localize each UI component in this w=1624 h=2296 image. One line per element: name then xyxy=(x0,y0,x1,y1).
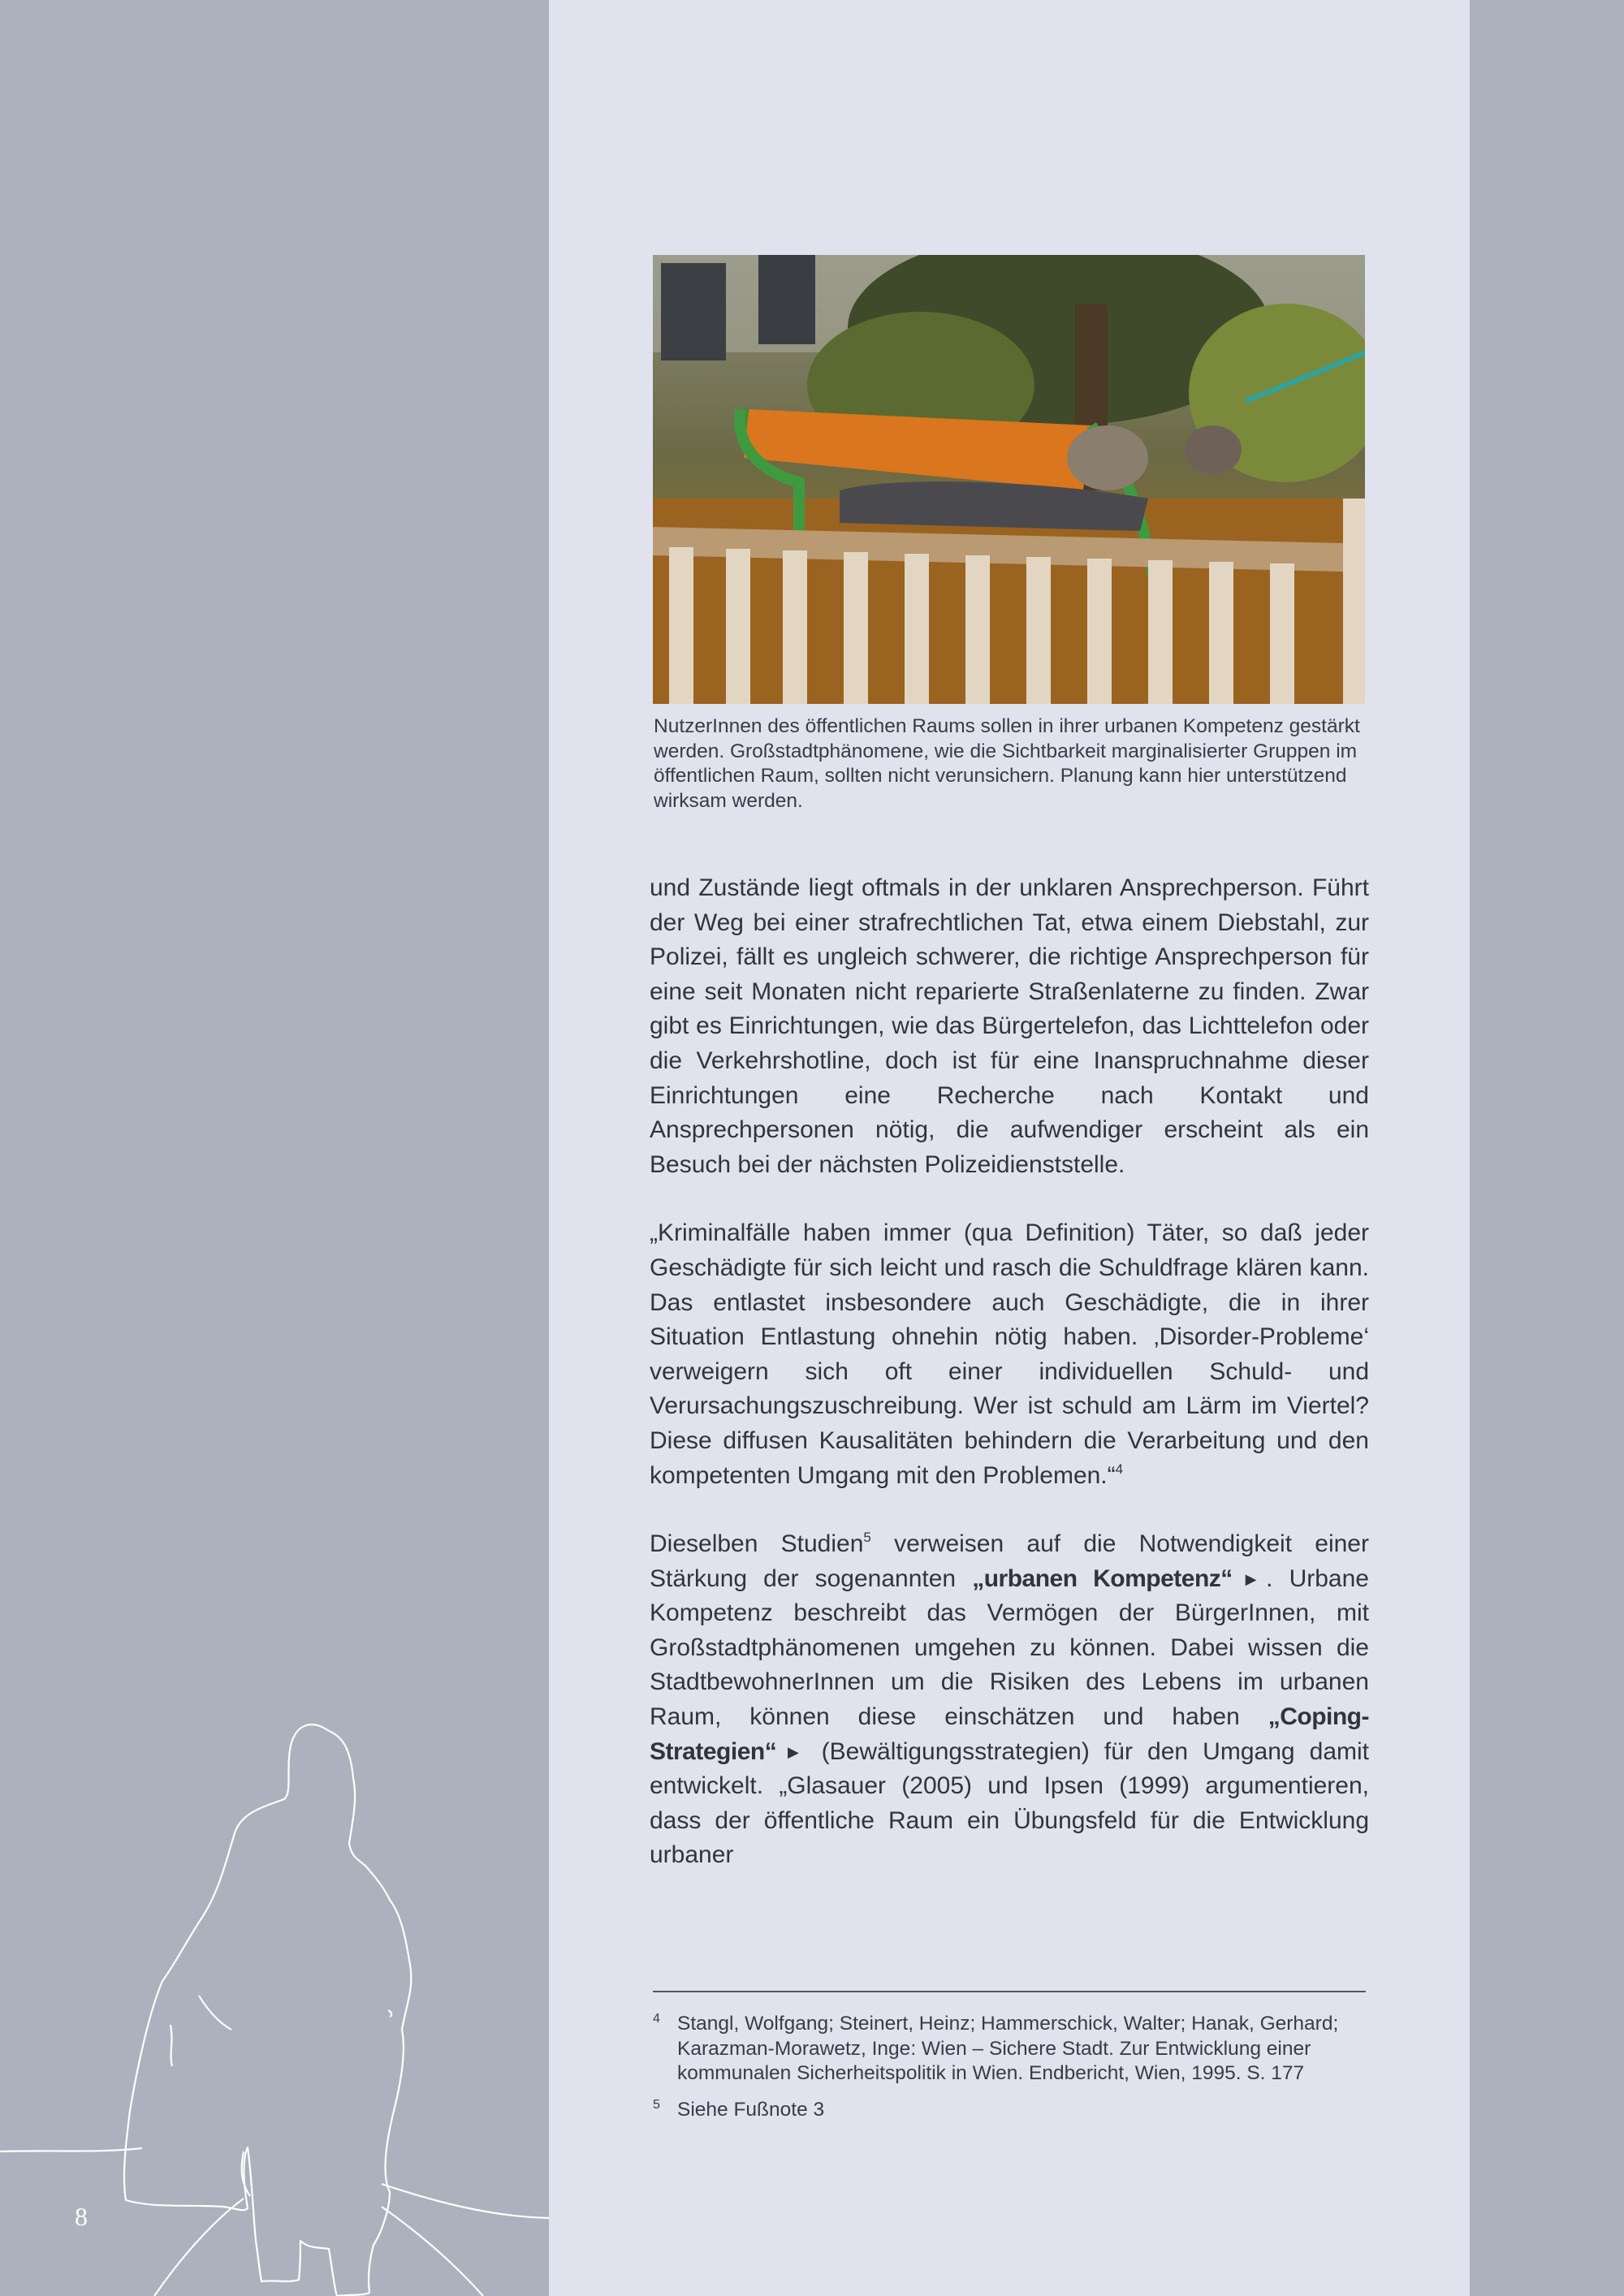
paragraph-3 xyxy=(650,1527,1369,1873)
glossary-term-urbane-kompetenz[interactable]: „urbanen Kompetenz“ xyxy=(972,1564,1233,1592)
glossary-arrow-icon[interactable]: ▶ xyxy=(780,1743,807,1760)
footnote-number: 5 xyxy=(653,2097,660,2112)
body-text xyxy=(650,871,1369,1907)
paragraph-3-text-c: . Urbane Kompetenz beschreibt das Vermögen der BürgerInnen, mit Großstadtphänomenen umgehen zu können. Dabei wissen die StadtbewohnerInnen um die Risiken des Lebens im urbanen Raum, können diese einschätzen und haben xyxy=(650,1564,1369,1731)
content-column xyxy=(549,0,1470,2296)
paragraph-1: und Zustände liegt oftmals in der unklaren Ansprechperson. Führt der Weg bei einer strafrechtlichen Tat, etwa einem Diebstahl, zur Polizei, fällt es ungleich schwerer, die richtige Ansprechperson für eine seit Monaten nicht reparierte Straßenlaterne zu finden. Zwar gibt es Einrichtungen, wie das Bürgertelefon, das Lichttelefon oder die Verkehrshotline, doch ist für eine Inanspruchnahme dieser Einrichtungen eine Recherche nach Kontakt und Ansprechpersonen nötig, die aufwendiger erscheint als ein Besuch bei der nächsten Polizeidienststelle. xyxy=(650,874,1369,1178)
footnote-4 xyxy=(653,2012,1367,2087)
footnote-ref-4[interactable]: 4 xyxy=(1115,1461,1124,1477)
footnote-number: 4 xyxy=(653,2012,660,2026)
footnote-divider xyxy=(653,1991,1366,1992)
page-number: 8 xyxy=(75,2202,88,2231)
footnote-text: Siehe Fußnote 3 xyxy=(677,2098,825,2121)
paragraph-2-text: „Kriminalfälle haben immer (qua Definition) Täter, so daß jeder Geschädigte für sich leicht und rasch die Schuldfrage klären kann. Das entlastet insbesondere auch Geschädigte, die in ihrer Situation Entlastung ohnehin nötig haben. ‚Disorder-Probleme‘ verweigern sich oft einer individuellen Schuld- und Verursachungszuschreibung. Wer ist schuld am Lärm im Viertel? Diese diffusen Kausalitäten behindern die Verarbeitung und den kompetenten Umgang mit den Problemen.“ xyxy=(650,1219,1369,1489)
footnotes xyxy=(653,2012,1367,2134)
paragraph-3-text-b: verweisen auf die Notwendigkeit einer Stärkung der sogenannten xyxy=(650,1530,1369,1592)
park-bench-photo xyxy=(653,255,1365,704)
paragraph-2 xyxy=(650,1216,1369,1493)
footnote-ref-5[interactable]: 5 xyxy=(863,1530,871,1546)
footnote-5 xyxy=(653,2098,1367,2123)
right-margin-band xyxy=(1470,0,1624,2296)
footnote-text: Stangl, Wolfgang; Steinert, Heinz; Hammerschick, Walter; Hanak, Gerhard; Karazman-Morawetz, Inge: Wien – Sichere Stadt. Zur Entwicklung einer kommunalen Sicherheitspolitik in Wien. Endbericht, Wien, 1995. S. 177 xyxy=(677,2013,1339,2084)
paragraph-3-text-d: (Bewältigungsstrategien) für den Umgang damit entwickelt. „Glasauer (2005) und Ipsen (1999) argumentieren, dass der öffentliche Raum ein Übungsfeld für die Entwicklung urbaner xyxy=(650,1737,1370,1869)
glossary-arrow-icon[interactable]: ▶ xyxy=(1235,1570,1267,1587)
photo-caption: NutzerInnen des öffentlichen Raums sollen in ihrer urbanen Kompetenz gestärkt werden. Großstadtphänomene, wie die Sichtbarkeit marginalisierter Gruppen im öffentlichen Raum, sollten nicht verunsichern. Planung kann hier unterstützend wirksam werden. xyxy=(654,715,1360,812)
paragraph-3-text-a: Dieselben Studien xyxy=(650,1530,864,1558)
glossary-term-coping-strategien[interactable]: „Coping-Strategien“ xyxy=(650,1703,1369,1765)
